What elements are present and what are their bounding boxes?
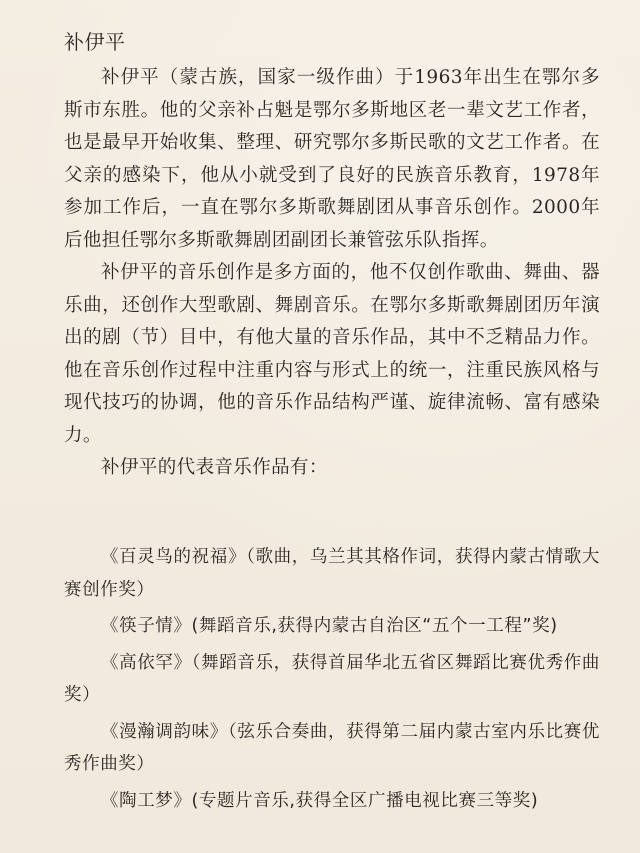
list-item: 《筷子情》(舞蹈音乐,获得内蒙古自治区“五个一工程”奖)	[101, 616, 558, 636]
document-title: 补伊平	[64, 30, 126, 54]
list-item: 《百灵鸟的祝福》（歌曲，乌兰其其格作词，获得内蒙古情歌大赛创作奖）	[64, 547, 600, 600]
paragraph-works-intro: 补伊平的代表音乐作品有：	[101, 457, 328, 478]
paragraph-biography: 补伊平（蒙古族，国家一级作曲）于1963年出生在鄂尔多斯市东胜。他的父亲补占魁是鄂尔多斯地区老一辈文艺工作者，也是最早开始收集、整理、研究鄂尔多斯民歌的文艺工作者。在父亲的感染下，他从小就受到了良好的民族音乐教育，1978年参加工作后，一直在鄂尔多斯歌舞剧团从事音乐创作。2000年后他担任鄂尔多斯歌舞剧团副团长兼管弦乐队指挥。	[64, 67, 600, 251]
list-item: 《陶工梦》(专题片音乐,获得全区广播电视比赛三等奖)	[101, 790, 539, 811]
paragraph-creation: 补伊平的音乐创作是多方面的，他不仅创作歌曲、舞曲、器乐曲，还创作大型歌剧、舞剧音乐。在鄂尔多斯歌舞剧团历年演出的剧（节）目中，有他大量的音乐作品，其中不乏精品力作。他在音乐创作过程中注重内容与形式上的统一，注重民族风格与现代技巧的协调，他的音乐作品结构严谨、旋律流畅、富有感染力。	[64, 262, 600, 446]
document-body	[64, 62, 600, 485]
works-list	[64, 541, 600, 821]
list-item: 《高依罕》（舞蹈音乐，获得首届华北五省区舞蹈比赛优秀作曲奖）	[64, 652, 600, 705]
list-item: 《漫瀚调韵味》（弦乐合奏曲，获得第二届内蒙古室内乐比赛优秀作曲奖）	[64, 721, 600, 774]
